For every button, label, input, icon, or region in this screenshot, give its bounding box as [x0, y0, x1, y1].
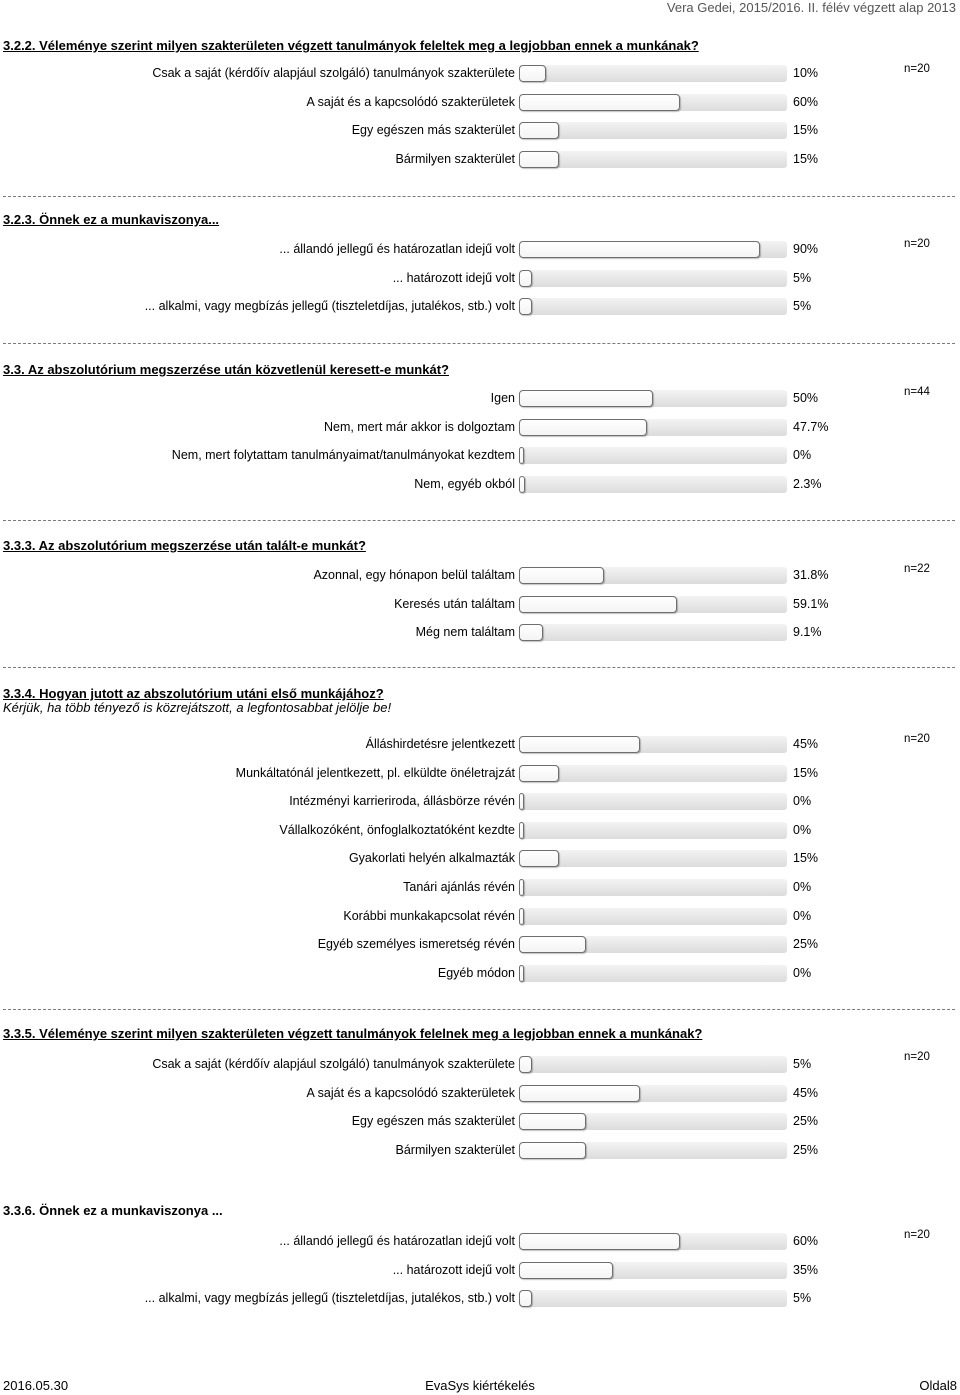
bar-fill: [519, 1262, 613, 1279]
answer-percent: 0%: [793, 908, 812, 923]
answer-percent: 47.7%: [793, 419, 829, 434]
answer-row: [0, 791, 960, 813]
section-divider: [3, 1009, 955, 1010]
sample-size: n=20: [904, 238, 930, 250]
bar-fill: [519, 1142, 586, 1159]
footer-page: Oldal8: [919, 1378, 957, 1393]
answer-label: Intézményi karrieriroda, állásbörze révén: [289, 794, 515, 809]
page-header: Vera Gedei, 2015/2016. II. félév végzett alap 2013: [666, 0, 956, 15]
section-title: 3.3.3. Az abszolutórium megszerzése után talált-e munkát?: [3, 538, 366, 553]
answer-percent: 0%: [793, 448, 812, 462]
bar-fill: [519, 419, 647, 436]
bar-track: [519, 765, 787, 782]
bar-fill: [519, 936, 586, 953]
answer-percent: 31.8%: [793, 568, 829, 582]
section-subtitle: Kérjük, ha több tényező is közrejátszott, a legfontosabbat jelölje be!: [3, 700, 392, 715]
section-divider: [3, 667, 955, 668]
bar-track: [519, 1290, 787, 1307]
bar-track: [519, 736, 787, 753]
answer-row: [0, 1111, 960, 1133]
answer-percent: 5%: [793, 270, 812, 285]
bar-fill: [519, 793, 524, 810]
answer-row: [0, 296, 960, 318]
answer-label: Nem, egyéb okból: [414, 476, 515, 491]
answer-percent: 90%: [793, 242, 819, 256]
answer-row: [0, 906, 960, 928]
answer-percent: 50%: [793, 391, 819, 405]
answer-row: [0, 963, 960, 985]
bar-fill: [519, 879, 524, 896]
bar-fill: [519, 94, 680, 111]
bar-fill: [519, 65, 546, 82]
answer-label: ... állandó jellegű és határozatlan idejű volt: [279, 1234, 515, 1248]
answer-percent: 10%: [793, 66, 819, 80]
answer-label: Igen: [490, 391, 515, 405]
answer-label: Munkáltatónál jelentkezett, pl. elküldte önéletrajzát: [235, 765, 515, 780]
answer-percent: 15%: [793, 152, 819, 167]
footer-date: 2016.05.30: [3, 1378, 69, 1393]
answer-label: Még nem találtam: [415, 625, 515, 639]
answer-row: [0, 594, 960, 616]
answer-percent: 0%: [793, 965, 812, 980]
answer-percent: 15%: [793, 765, 819, 780]
answer-row: [0, 565, 960, 587]
bar-fill: [519, 1233, 680, 1250]
footer-center: EvaSys kiértékelés: [425, 1378, 535, 1393]
answer-percent: 45%: [793, 737, 819, 751]
answer-row: [0, 1054, 960, 1076]
answer-row: [0, 1140, 960, 1162]
answer-label: A saját és a kapcsolódó szakterületek: [306, 1085, 515, 1100]
section-title: 3.3.5. Véleménye szerint milyen szakterületen végzett tanulmányok felelnek meg a legjobban ennek a munkának?: [3, 1026, 703, 1041]
bar-track: [519, 1113, 787, 1130]
bar-fill: [519, 241, 760, 258]
section-divider: [3, 520, 955, 521]
answer-row: [0, 63, 960, 85]
sample-size: n=20: [904, 1229, 930, 1241]
bar-fill: [519, 765, 559, 782]
answer-label: Egyéb módon: [437, 965, 515, 980]
answer-row: [0, 474, 960, 496]
sample-size: n=22: [904, 563, 930, 575]
answer-percent: 60%: [793, 94, 819, 109]
bar-fill: [519, 390, 653, 407]
answer-label: Vállalkozóként, önfoglalkoztatóként kezdte: [279, 822, 515, 837]
answer-percent: 5%: [793, 299, 812, 314]
answer-label: Korábbi munkakapcsolat révén: [343, 908, 515, 923]
answer-percent: 0%: [793, 822, 812, 837]
answer-percent: 5%: [793, 1291, 812, 1305]
answer-row: [0, 445, 960, 467]
answer-label: ... alkalmi, vagy megbízás jellegű (tiszteletdíjas, jutalékos, stb.) volt: [144, 1291, 515, 1305]
section-title: 3.2.2. Véleménye szerint milyen szakterületen végzett tanulmányok feleltek meg a legjobban ennek a munkának?: [3, 38, 699, 53]
answer-row: [0, 1231, 960, 1253]
sample-size: n=20: [904, 1051, 930, 1063]
bar-track: [519, 850, 787, 867]
answer-row: [0, 820, 960, 842]
answer-percent: 25%: [793, 937, 819, 952]
answer-percent: 9.1%: [793, 625, 822, 639]
answer-percent: 0%: [793, 794, 812, 809]
answer-label: Keresés után találtam: [394, 596, 515, 611]
answer-row: [0, 1083, 960, 1105]
answer-label: Egy egészen más szakterület: [351, 1114, 515, 1128]
bar-track: [519, 270, 787, 287]
bar-fill: [519, 1290, 532, 1307]
answer-percent: 35%: [793, 1262, 819, 1277]
bar-track: [519, 624, 787, 641]
bar-track: [519, 1056, 787, 1073]
bar-track: [519, 567, 787, 584]
sample-size: n=20: [904, 733, 930, 745]
bar-fill: [519, 596, 677, 613]
answer-label: ... határozott idejű volt: [392, 1262, 515, 1277]
answer-label: ... határozott idejű volt: [392, 270, 515, 285]
answer-row: [0, 268, 960, 290]
answer-percent: 25%: [793, 1142, 819, 1157]
answer-label: Egy egészen más szakterület: [351, 123, 515, 138]
bar-track: [519, 1085, 787, 1102]
answer-row: [0, 877, 960, 899]
answer-row: [0, 1288, 960, 1310]
answer-label: ... állandó jellegű és határozatlan idejű volt: [279, 242, 515, 256]
answer-row: [0, 120, 960, 142]
bar-track: [519, 1262, 787, 1279]
section-title: 3.2.3. Önnek ez a munkaviszonya...: [3, 212, 220, 227]
answer-percent: 2.3%: [793, 476, 822, 491]
answer-label: Bármilyen szakterület: [395, 1142, 515, 1157]
answer-label: Gyakorlati helyén alkalmazták: [348, 851, 515, 866]
bar-track: [519, 822, 787, 839]
answer-label: Nem, mert már akkor is dolgoztam: [323, 419, 515, 434]
answer-row: [0, 92, 960, 114]
bar-fill: [519, 151, 559, 168]
section-title: 3.3.6. Önnek ez a munkaviszonya ...: [3, 1203, 223, 1218]
bar-fill: [519, 1113, 586, 1130]
answer-label: Azonnal, egy hónapon belül találtam: [313, 568, 515, 582]
answer-percent: 59.1%: [793, 596, 829, 611]
bar-fill: [519, 447, 524, 464]
answer-row: [0, 417, 960, 439]
bar-track: [519, 1142, 787, 1159]
answer-row: [0, 622, 960, 644]
bar-track: [519, 476, 787, 493]
bar-track: [519, 419, 787, 436]
answer-row: [0, 239, 960, 261]
answer-label: Csak a saját (kérdőív alapjául szolgáló) tanulmányok szakterülete: [152, 1057, 515, 1071]
answer-row: [0, 763, 960, 785]
answer-percent: 0%: [793, 880, 812, 894]
bar-track: [519, 390, 787, 407]
bar-fill: [519, 965, 524, 982]
answer-row: [0, 1260, 960, 1282]
section-divider: [3, 343, 955, 344]
answer-label: Egyéb személyes ismeretség révén: [317, 937, 515, 952]
bar-track: [519, 936, 787, 953]
bar-fill: [519, 1085, 640, 1102]
bar-fill: [519, 298, 532, 315]
answer-label: Csak a saját (kérdőív alapjául szolgáló) tanulmányok szakterülete: [152, 66, 515, 80]
answer-label: Bármilyen szakterület: [395, 152, 515, 167]
answer-row: [0, 388, 960, 410]
section-divider: [3, 196, 955, 197]
answer-percent: 25%: [793, 1114, 819, 1128]
answer-percent: 15%: [793, 851, 819, 866]
bar-fill: [519, 270, 532, 287]
bar-fill: [519, 1056, 532, 1073]
bar-track: [519, 1233, 787, 1250]
bar-fill: [519, 122, 559, 139]
answer-label: ... alkalmi, vagy megbízás jellegű (tiszteletdíjas, jutalékos, stb.) volt: [144, 299, 515, 314]
answer-percent: 5%: [793, 1057, 812, 1071]
bar-track: [519, 241, 787, 258]
bar-track: [519, 94, 787, 111]
answer-label: Nem, mert folytattam tanulmányaimat/tanulmányokat kezdtem: [171, 448, 515, 462]
answer-row: [0, 149, 960, 171]
answer-row: [0, 734, 960, 756]
answer-label: Tanári ajánlás révén: [403, 880, 515, 894]
answer-label: A saját és a kapcsolódó szakterületek: [306, 94, 515, 109]
bar-track: [519, 793, 787, 810]
bar-fill: [519, 624, 543, 641]
section-title: 3.3.4. Hogyan jutott az abszolutórium utáni első munkájához?: [3, 686, 384, 701]
bar-track: [519, 965, 787, 982]
page-footer: [0, 1378, 960, 1395]
bar-track: [519, 122, 787, 139]
bar-fill: [519, 850, 559, 867]
answer-percent: 60%: [793, 1234, 819, 1248]
bar-track: [519, 596, 787, 613]
sample-size: n=20: [904, 63, 930, 75]
answer-row: [0, 848, 960, 870]
answer-label: Álláshirdetésre jelentkezett: [365, 737, 515, 751]
answer-percent: 45%: [793, 1085, 819, 1100]
bar-fill: [519, 567, 604, 584]
sample-size: n=44: [904, 386, 930, 398]
bar-track: [519, 447, 787, 464]
bar-track: [519, 908, 787, 925]
bar-track: [519, 879, 787, 896]
bar-track: [519, 298, 787, 315]
bar-fill: [519, 476, 525, 493]
bar-fill: [519, 736, 640, 753]
bar-fill: [519, 908, 524, 925]
section-title: 3.3. Az abszolutórium megszerzése után közvetlenül keresett-e munkát?: [3, 362, 449, 377]
bar-fill: [519, 822, 524, 839]
bar-track: [519, 65, 787, 82]
answer-percent: 15%: [793, 123, 819, 138]
answer-row: [0, 934, 960, 956]
bar-track: [519, 151, 787, 168]
